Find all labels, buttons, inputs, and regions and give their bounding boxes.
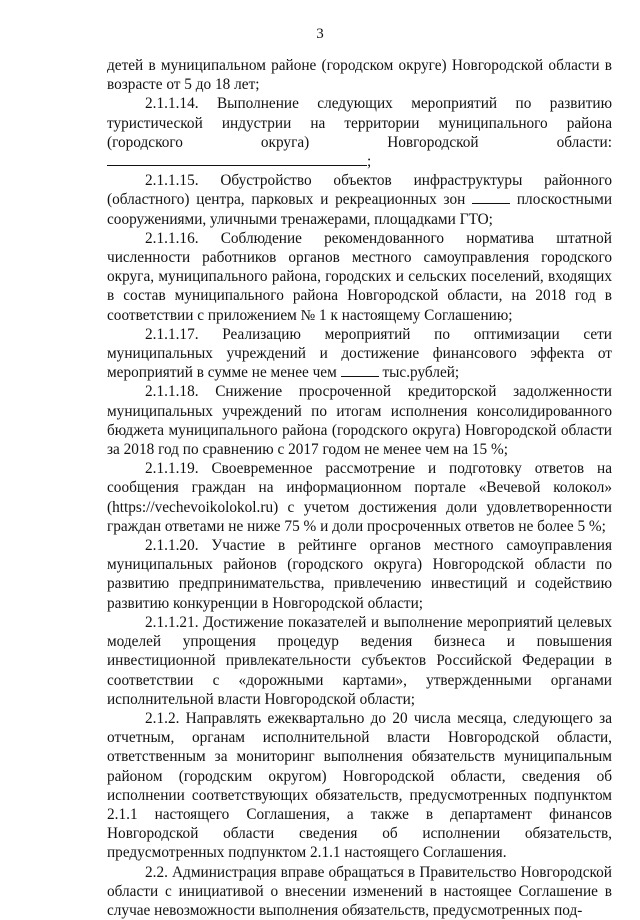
document-body	[107, 56, 612, 920]
fill-in-blank	[341, 363, 379, 377]
paragraph-2-1-1-15	[107, 171, 612, 229]
paragraph-text: 2.1.1.15. Обустройство объектов инфраструктуры районного (областного) центра, парковых и рекреационных зон	[107, 172, 612, 209]
page-number: 3	[316, 26, 324, 42]
paragraph-text: 2.1.1.14. Выполнение следующих мероприятий по развитию туристической индустрии на территории муниципального района (городского округа) Новгородской области:	[107, 95, 612, 151]
paragraph-2-2: 2.2. Администрация вправе обращаться в Правительство Новгородской области с инициативой о внесении изменений в настоящее Соглашение в случае невозможности выполнения обязательств, предусмотренных под-	[107, 863, 612, 919]
paragraph-continuation: детей в муниципальном районе (городском округе) Новгородской области в возрасте от 5 до 18 лет;	[107, 57, 612, 94]
paragraph-2-1-2: 2.1.2. Направлять ежеквартально до 20 числа месяца, следующего за отчетным, органам исполнительной власти Новгородской области, ответственным за мониторинг выполнения обязательств муниципальным районом (городским округом) Новгородской области, сведения об исполнении соответствующих обязательств, предусмотренных подпунктом 2.1.1 настоящего Соглашения, а также в департамент финансов Новгородской области сведения об исполнении обязательств, предусмотренных подпунктом 2.1.1 настоящего Соглашения.	[107, 709, 612, 862]
paragraph-text: 2.1.1.17. Реализацию мероприятий по оптимизации сети муниципальных учреждений и достижение финансового эффекта от мероприятий в сумме не менее чем	[107, 325, 612, 382]
paragraph-text-end: ;	[367, 153, 372, 171]
paragraph-2-1-1-18: 2.1.1.18. Снижение просроченной кредиторской задолженности муниципальных учреждений по итогам исполнения консолидированного бюджета муниципального района (городского округа) Новгородской области за 2018 год по сравнению с 2017 годом не менее чем на 15 %;	[107, 383, 612, 459]
paragraph-2-1-1-14	[107, 94, 612, 171]
paragraph-2-1-1-20: 2.1.1.20. Участие в рейтинге органов местного самоуправления муниципальных районов (городского округа) Новгородской области по развитию предпринимательства, привлечению инвестиций и содействию развитию конкуренции в Новгородской области;	[107, 537, 612, 612]
paragraph-2-1-1-21: 2.1.1.21. Достижение показателей и выполнение мероприятий целевых моделей упрощения процедур ведения бизнеса и повышения инвестиционной привлекательности субъектов Российской Федерации в соответствии с «дорожными картами», утвержденными органами исполнительной власти Новгородской области;	[107, 613, 612, 708]
fill-in-blank	[107, 152, 367, 166]
paragraph-2-1-1-16: 2.1.1.16. Соблюдение рекомендованного норматива штатной численности работников органов местного самоуправления городского округа, муниципального района, городских и сельских поселений, входящих в состав муниципального района Новгородской области, на 2018 год в соответствии с приложением № 1 к настоящему Соглашению;	[107, 229, 612, 324]
fill-in-blank	[472, 190, 510, 204]
paragraph-2-1-1-19: 2.1.1.19. Своевременное рассмотрение и подготовку ответов на сообщения граждан на информационном портале «Вечевой колокол» (https://vechevoikolokol.ru) с учетом достижения доли удовлетворенности граждан ответами не ниже 75 % и доли просроченных ответов не более 5 %;	[107, 460, 612, 535]
paragraph-text-end: плоскостными сооружениями, уличными тренажерами, площадками ГТО;	[107, 191, 613, 228]
paragraph-2-1-1-17	[107, 325, 612, 383]
paragraph-text-end: тыс.рублей;	[382, 364, 460, 382]
